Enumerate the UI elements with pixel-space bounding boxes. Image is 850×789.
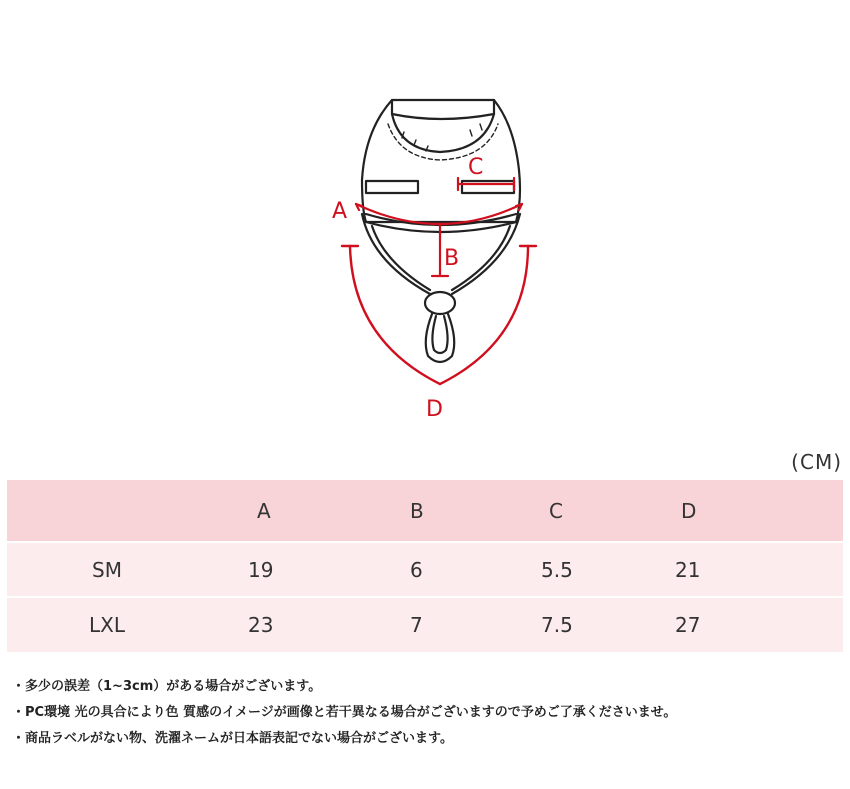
label-d: D [426,397,443,422]
header-b: B [410,498,424,523]
cell-c: 7.5 [525,597,595,652]
cell-b: 7 [320,597,525,652]
cell-size: LXL [7,597,207,652]
label-c: C [468,155,484,180]
header-c: C [549,498,563,523]
cell-b: 6 [320,542,525,597]
notes [12,674,676,752]
note-line: ・商品ラベルがない物、洗濯ネームが日本語表記でない場合がございます。 [12,731,453,746]
cell-d: 21 [595,542,843,597]
header-d: D [681,498,697,523]
note-line: ・PC環境 光の具合により色 質感のイメージが画像と若干異なる場合がございますので予めご了承くださいませ。 [12,705,677,720]
cell-a: 23 [207,597,320,652]
label-a: A [332,199,348,224]
cell-a: 19 [207,542,320,597]
cell-d: 27 [595,597,843,652]
unit-label: (CM) [791,450,842,474]
table-header-row [7,480,843,542]
size-table [7,480,843,652]
label-b: B [444,246,460,271]
table-row [7,597,843,652]
header-a: A [257,498,271,523]
header-size [7,480,207,542]
cell-size: SM [7,542,207,597]
table-row [7,542,843,597]
cell-c: 5.5 [525,542,595,597]
note-line: ・多少の誤差（1~3cm）がある場合がございます。 [12,679,322,694]
